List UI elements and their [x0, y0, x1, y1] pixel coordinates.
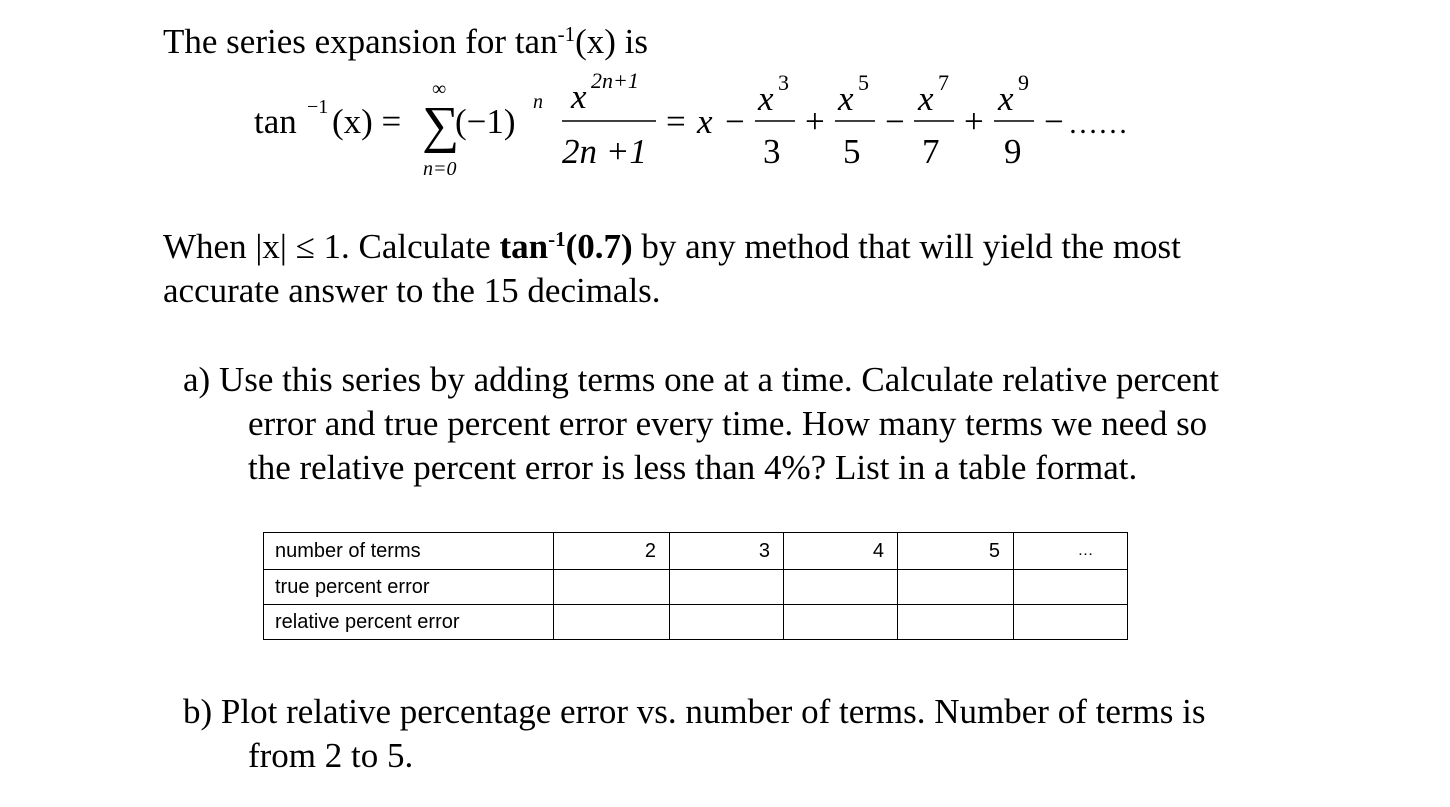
- series-ellipsis: ……: [1068, 107, 1128, 140]
- lhs-arg: (x) =: [332, 102, 402, 141]
- condition-tail: by any method that will yield the most: [632, 227, 1181, 266]
- term-3-den: 3: [763, 132, 781, 171]
- general-den: 2n +1: [562, 132, 647, 171]
- table-cell: [898, 570, 1014, 605]
- table-cell: [784, 570, 898, 605]
- sign-exp: n: [533, 91, 543, 113]
- part-a-line-2: error and true percent error every time. How many terms we need so: [248, 404, 1208, 443]
- row-label-true-percent-error: true percent error: [264, 570, 554, 605]
- condition-bold-arg: (0.7): [565, 227, 633, 266]
- series-formula: [0, 0, 1450, 200]
- table-cell: [554, 605, 670, 640]
- table-cell: 4: [784, 533, 898, 570]
- intro-tail: (x) is: [575, 22, 648, 61]
- term-9-num: x: [998, 79, 1014, 118]
- op-1: −: [725, 102, 745, 141]
- table-cell: [898, 605, 1014, 640]
- sum-upper: ∞: [432, 78, 447, 100]
- term-7-den: 7: [922, 132, 940, 171]
- condition-bold-func: tan: [499, 227, 549, 266]
- table-cell: [670, 570, 784, 605]
- first-term: x: [697, 102, 713, 141]
- op-4: +: [964, 102, 984, 141]
- table-cell: 2: [554, 533, 670, 570]
- term-7-num: x: [918, 79, 934, 118]
- table-cell: [670, 605, 784, 640]
- general-num-base: x: [571, 77, 587, 116]
- table-cell: 3: [670, 533, 784, 570]
- general-num-exp: 2n+1: [591, 68, 639, 93]
- sum-symbol: ∑: [422, 97, 460, 154]
- condition-bold-sup: -1: [548, 227, 566, 252]
- term-5-exp: 5: [858, 70, 869, 95]
- sum-lower: n=0: [423, 158, 457, 180]
- row-label-number-of-terms: number of terms: [264, 533, 554, 570]
- op-2: +: [805, 102, 825, 141]
- table-cell: [1014, 570, 1128, 605]
- term-7-exp: 7: [938, 70, 949, 95]
- part-a-line-3: the relative percent error is less than 4%? List in a table format.: [248, 448, 1138, 487]
- part-a-line-1: a) Use this series by adding terms one at a time. Calculate relative percent: [183, 360, 1220, 399]
- intro-text: The series expansion for tan: [163, 22, 558, 61]
- error-table: [263, 532, 1128, 640]
- row-label-relative-percent-error: relative percent error: [264, 605, 554, 640]
- table-row: [264, 570, 1128, 605]
- condition-line-1: [163, 225, 1181, 269]
- table-row: [264, 605, 1128, 640]
- table-cell: [554, 570, 670, 605]
- table-row: [264, 533, 1128, 570]
- equals-sign: =: [666, 102, 686, 141]
- table-cell: 5: [898, 533, 1014, 570]
- sign-term: (−1): [455, 102, 516, 141]
- term-3-exp: 3: [778, 70, 789, 95]
- term-5-den: 5: [843, 132, 861, 171]
- term-5-num: x: [838, 79, 854, 118]
- term-9-den: 9: [1004, 132, 1022, 171]
- term-3-num: x: [758, 79, 774, 118]
- condition-lead: When |x| ≤ 1. Calculate: [163, 227, 500, 266]
- lhs-func: tan: [254, 102, 297, 141]
- intro-sup: -1: [557, 22, 576, 47]
- table-cell: [1014, 605, 1128, 640]
- part-b-line-2: from 2 to 5.: [248, 736, 414, 775]
- part-b-line-1: b) Plot relative percentage error vs. number of terms. Number of terms is: [183, 692, 1206, 731]
- op-3: −: [885, 102, 905, 141]
- term-9-exp: 9: [1018, 70, 1029, 95]
- condition-line-2: accurate answer to the 15 decimals.: [163, 271, 661, 310]
- table-cell: [784, 605, 898, 640]
- lhs-exp: −1: [307, 96, 329, 118]
- op-5: −: [1044, 102, 1064, 141]
- table-cell: …: [1014, 533, 1128, 570]
